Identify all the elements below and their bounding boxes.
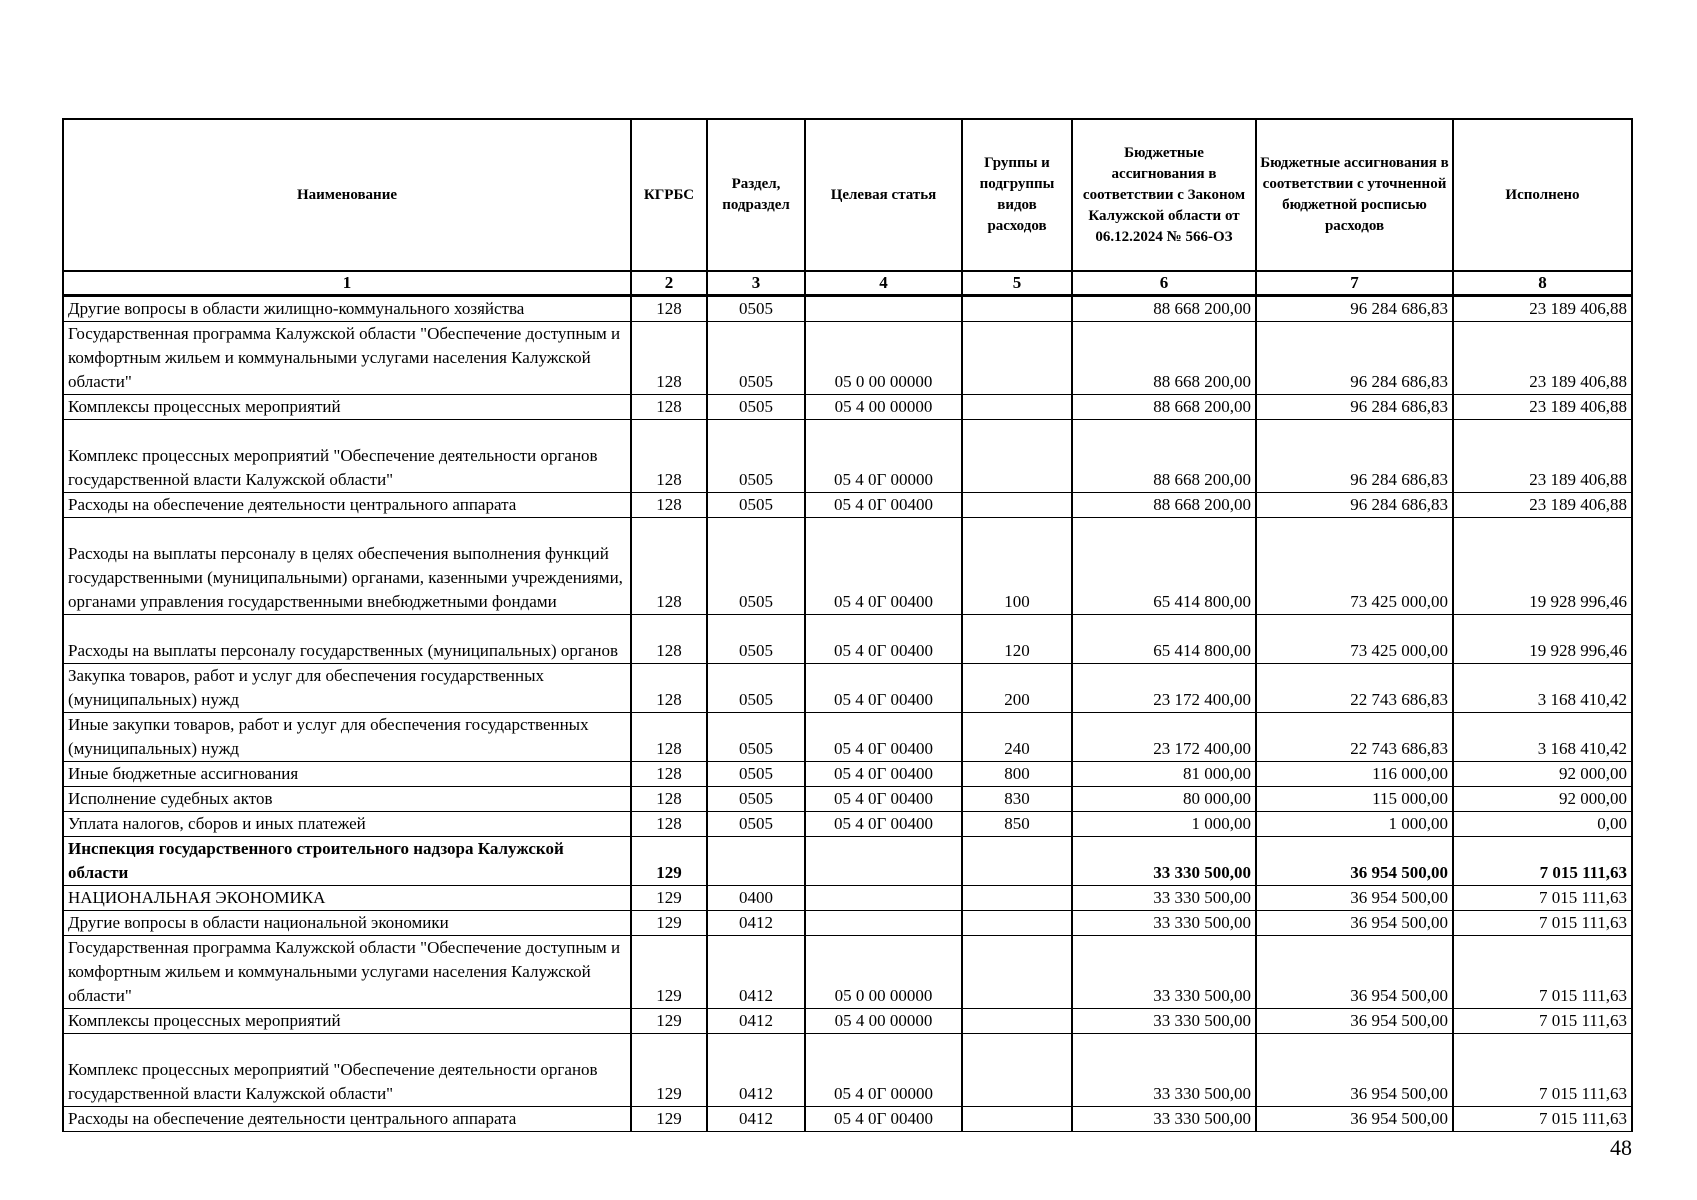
- cell-target: 05 4 0Г 00400: [805, 713, 962, 762]
- cell-kgrbs: 128: [631, 420, 707, 493]
- cell-executed: 0,00: [1453, 812, 1632, 837]
- table-row: [63, 1107, 1632, 1132]
- cell-target: 05 4 0Г 00400: [805, 518, 962, 615]
- cell-executed: 23 189 406,88: [1453, 493, 1632, 518]
- cell-law-allocation: 23 172 400,00: [1072, 664, 1256, 713]
- header-group: Группы и подгруппы видов расходов: [962, 119, 1072, 271]
- cell-executed: 7 015 111,63: [1453, 886, 1632, 911]
- cell-section: 0412: [707, 1034, 805, 1107]
- table-row: [63, 420, 1632, 493]
- column-number: 6: [1072, 271, 1256, 296]
- column-number: 7: [1256, 271, 1453, 296]
- cell-group: [962, 322, 1072, 395]
- column-number: 4: [805, 271, 962, 296]
- cell-refined-allocation: 36 954 500,00: [1256, 886, 1453, 911]
- cell-target: 05 4 00 00000: [805, 395, 962, 420]
- cell-name: Уплата налогов, сборов и иных платежей: [63, 812, 631, 837]
- cell-law-allocation: 33 330 500,00: [1072, 911, 1256, 936]
- header-law-allocation: Бюджетные ассигнования в соответствии с Законом Калужской области от 06.12.2024 № 566-ОЗ: [1072, 119, 1256, 271]
- cell-refined-allocation: 96 284 686,83: [1256, 420, 1453, 493]
- cell-executed: 3 168 410,42: [1453, 713, 1632, 762]
- cell-kgrbs: 129: [631, 1107, 707, 1132]
- cell-section: 0412: [707, 911, 805, 936]
- column-number: 1: [63, 271, 631, 296]
- cell-target: 05 4 0Г 00400: [805, 615, 962, 664]
- cell-name: Расходы на обеспечение деятельности центрального аппарата: [63, 1107, 631, 1132]
- cell-kgrbs: 129: [631, 1009, 707, 1034]
- cell-law-allocation: 33 330 500,00: [1072, 1009, 1256, 1034]
- table-row: [63, 911, 1632, 936]
- cell-group: 830: [962, 787, 1072, 812]
- cell-kgrbs: 129: [631, 886, 707, 911]
- table-row: [63, 787, 1632, 812]
- cell-section: 0505: [707, 296, 805, 322]
- table-row: [63, 1009, 1632, 1034]
- cell-refined-allocation: 36 954 500,00: [1256, 911, 1453, 936]
- cell-executed: 19 928 996,46: [1453, 615, 1632, 664]
- cell-group: [962, 886, 1072, 911]
- cell-name: Расходы на обеспечение деятельности центрального аппарата: [63, 493, 631, 518]
- cell-kgrbs: 129: [631, 911, 707, 936]
- cell-refined-allocation: 96 284 686,83: [1256, 493, 1453, 518]
- cell-kgrbs: 128: [631, 395, 707, 420]
- table-row: [63, 518, 1632, 615]
- cell-group: 120: [962, 615, 1072, 664]
- cell-name: Исполнение судебных актов: [63, 787, 631, 812]
- cell-group: [962, 1009, 1072, 1034]
- cell-name: Расходы на выплаты персоналу в целях обеспечения выполнения функций государственными (муниципальными) органами, казенными учреждениями, органами управления государственными внебюджетными фондами: [63, 518, 631, 615]
- cell-refined-allocation: 1 000,00: [1256, 812, 1453, 837]
- cell-group: [962, 1034, 1072, 1107]
- cell-target: 05 4 0Г 00400: [805, 787, 962, 812]
- cell-target: [805, 911, 962, 936]
- cell-name: Закупка товаров, работ и услуг для обеспечения государственных (муниципальных) нужд: [63, 664, 631, 713]
- table-row: [63, 664, 1632, 713]
- cell-law-allocation: 65 414 800,00: [1072, 518, 1256, 615]
- cell-group: 800: [962, 762, 1072, 787]
- cell-law-allocation: 88 668 200,00: [1072, 420, 1256, 493]
- cell-target: [805, 837, 962, 886]
- cell-section: 0505: [707, 615, 805, 664]
- cell-kgrbs: 129: [631, 1034, 707, 1107]
- cell-law-allocation: 88 668 200,00: [1072, 493, 1256, 518]
- table-row: [63, 762, 1632, 787]
- column-numbers-row: [63, 271, 1632, 296]
- cell-section: 0505: [707, 762, 805, 787]
- cell-target: 05 4 00 00000: [805, 1009, 962, 1034]
- cell-name: Комплекс процессных мероприятий "Обеспечение деятельности органов государственной власти Калужской области": [63, 1034, 631, 1107]
- cell-kgrbs: 128: [631, 322, 707, 395]
- cell-section: 0505: [707, 493, 805, 518]
- table-row: [63, 837, 1632, 886]
- cell-refined-allocation: 36 954 500,00: [1256, 837, 1453, 886]
- cell-kgrbs: 128: [631, 762, 707, 787]
- cell-group: 240: [962, 713, 1072, 762]
- cell-group: [962, 395, 1072, 420]
- cell-law-allocation: 33 330 500,00: [1072, 1034, 1256, 1107]
- cell-section: [707, 837, 805, 886]
- cell-section: 0412: [707, 1107, 805, 1132]
- cell-refined-allocation: 22 743 686,83: [1256, 713, 1453, 762]
- cell-executed: 23 189 406,88: [1453, 296, 1632, 322]
- table-header: [63, 119, 1632, 296]
- cell-executed: 23 189 406,88: [1453, 395, 1632, 420]
- cell-kgrbs: 129: [631, 936, 707, 1009]
- cell-name: Государственная программа Калужской области "Обеспечение доступным и комфортным жильем и коммунальными услугами населения Калужской области": [63, 322, 631, 395]
- cell-group: [962, 936, 1072, 1009]
- cell-executed: 23 189 406,88: [1453, 420, 1632, 493]
- cell-kgrbs: 128: [631, 713, 707, 762]
- header-name: Наименование: [63, 119, 631, 271]
- cell-executed: 7 015 111,63: [1453, 1034, 1632, 1107]
- cell-refined-allocation: 22 743 686,83: [1256, 664, 1453, 713]
- table-row: [63, 322, 1632, 395]
- table-row: [63, 296, 1632, 322]
- cell-section: 0505: [707, 664, 805, 713]
- cell-executed: 7 015 111,63: [1453, 936, 1632, 1009]
- cell-section: 0505: [707, 812, 805, 837]
- cell-refined-allocation: 36 954 500,00: [1256, 1034, 1453, 1107]
- cell-law-allocation: 80 000,00: [1072, 787, 1256, 812]
- header-kgrbs: КГРБС: [631, 119, 707, 271]
- cell-refined-allocation: 36 954 500,00: [1256, 936, 1453, 1009]
- cell-refined-allocation: 36 954 500,00: [1256, 1107, 1453, 1132]
- table-row: [63, 886, 1632, 911]
- cell-law-allocation: 88 668 200,00: [1072, 296, 1256, 322]
- cell-kgrbs: 128: [631, 812, 707, 837]
- cell-group: 100: [962, 518, 1072, 615]
- table-row: [63, 615, 1632, 664]
- cell-name: Расходы на выплаты персоналу государственных (муниципальных) органов: [63, 615, 631, 664]
- cell-refined-allocation: 116 000,00: [1256, 762, 1453, 787]
- cell-refined-allocation: 96 284 686,83: [1256, 322, 1453, 395]
- cell-executed: 7 015 111,63: [1453, 1009, 1632, 1034]
- cell-kgrbs: 129: [631, 837, 707, 886]
- cell-refined-allocation: 96 284 686,83: [1256, 395, 1453, 420]
- table-row: [63, 936, 1632, 1009]
- cell-target: 05 0 00 00000: [805, 322, 962, 395]
- cell-kgrbs: 128: [631, 518, 707, 615]
- cell-group: [962, 296, 1072, 322]
- cell-executed: 19 928 996,46: [1453, 518, 1632, 615]
- table-row: [63, 713, 1632, 762]
- cell-kgrbs: 128: [631, 664, 707, 713]
- header-executed: Исполнено: [1453, 119, 1632, 271]
- cell-target: 05 4 0Г 00400: [805, 812, 962, 837]
- cell-law-allocation: 1 000,00: [1072, 812, 1256, 837]
- cell-kgrbs: 128: [631, 787, 707, 812]
- cell-name: Иные закупки товаров, работ и услуг для обеспечения государственных (муниципальных) нужд: [63, 713, 631, 762]
- cell-refined-allocation: 96 284 686,83: [1256, 296, 1453, 322]
- cell-law-allocation: 33 330 500,00: [1072, 886, 1256, 911]
- cell-law-allocation: 81 000,00: [1072, 762, 1256, 787]
- cell-law-allocation: 88 668 200,00: [1072, 322, 1256, 395]
- cell-group: 200: [962, 664, 1072, 713]
- cell-executed: 7 015 111,63: [1453, 837, 1632, 886]
- table-row: [63, 812, 1632, 837]
- cell-target: [805, 886, 962, 911]
- cell-kgrbs: 128: [631, 493, 707, 518]
- cell-name: НАЦИОНАЛЬНАЯ ЭКОНОМИКА: [63, 886, 631, 911]
- cell-law-allocation: 23 172 400,00: [1072, 713, 1256, 762]
- cell-group: [962, 493, 1072, 518]
- cell-executed: 92 000,00: [1453, 762, 1632, 787]
- cell-group: [962, 420, 1072, 493]
- cell-section: 0505: [707, 322, 805, 395]
- table-row: [63, 1034, 1632, 1107]
- cell-section: 0412: [707, 1009, 805, 1034]
- cell-law-allocation: 65 414 800,00: [1072, 615, 1256, 664]
- cell-section: 0505: [707, 420, 805, 493]
- cell-executed: 92 000,00: [1453, 787, 1632, 812]
- budget-table: [62, 118, 1633, 1132]
- column-number: 2: [631, 271, 707, 296]
- cell-group: [962, 1107, 1072, 1132]
- page-number: 48: [1610, 1135, 1632, 1160]
- cell-executed: 23 189 406,88: [1453, 322, 1632, 395]
- cell-name: Иные бюджетные ассигнования: [63, 762, 631, 787]
- cell-target: 05 4 0Г 00400: [805, 762, 962, 787]
- cell-name: Комплекс процессных мероприятий "Обеспечение деятельности органов государственной власти Калужской области": [63, 420, 631, 493]
- cell-target: 05 4 0Г 00000: [805, 1034, 962, 1107]
- cell-name: Государственная программа Калужской области "Обеспечение доступным и комфортным жильем и коммунальными услугами населения Калужской области": [63, 936, 631, 1009]
- cell-target: 05 4 0Г 00400: [805, 664, 962, 713]
- cell-name: Другие вопросы в области национальной экономики: [63, 911, 631, 936]
- cell-target: 05 0 00 00000: [805, 936, 962, 1009]
- cell-law-allocation: 88 668 200,00: [1072, 395, 1256, 420]
- header-target: Целевая статья: [805, 119, 962, 271]
- cell-name: Комплексы процессных мероприятий: [63, 1009, 631, 1034]
- column-number: 5: [962, 271, 1072, 296]
- cell-target: 05 4 0Г 00000: [805, 420, 962, 493]
- table-row: [63, 493, 1632, 518]
- header-refined-allocation: Бюджетные ассигнования в соответствии с уточненной бюджетной росписью расходов: [1256, 119, 1453, 271]
- table-row: [63, 395, 1632, 420]
- cell-group: [962, 837, 1072, 886]
- cell-executed: 3 168 410,42: [1453, 664, 1632, 713]
- cell-group: 850: [962, 812, 1072, 837]
- cell-kgrbs: 128: [631, 615, 707, 664]
- cell-executed: 7 015 111,63: [1453, 911, 1632, 936]
- cell-refined-allocation: 73 425 000,00: [1256, 518, 1453, 615]
- table-body: [63, 296, 1632, 1132]
- cell-section: 0505: [707, 713, 805, 762]
- cell-section: 0505: [707, 395, 805, 420]
- cell-section: 0505: [707, 787, 805, 812]
- cell-name: Другие вопросы в области жилищно-коммунального хозяйства: [63, 296, 631, 322]
- cell-refined-allocation: 115 000,00: [1256, 787, 1453, 812]
- header-section: Раздел, подраздел: [707, 119, 805, 271]
- cell-name: Комплексы процессных мероприятий: [63, 395, 631, 420]
- cell-refined-allocation: 73 425 000,00: [1256, 615, 1453, 664]
- cell-law-allocation: 33 330 500,00: [1072, 936, 1256, 1009]
- cell-target: 05 4 0Г 00400: [805, 1107, 962, 1132]
- cell-target: 05 4 0Г 00400: [805, 493, 962, 518]
- cell-group: [962, 911, 1072, 936]
- cell-executed: 7 015 111,63: [1453, 1107, 1632, 1132]
- cell-section: 0412: [707, 936, 805, 1009]
- cell-law-allocation: 33 330 500,00: [1072, 1107, 1256, 1132]
- cell-section: 0505: [707, 518, 805, 615]
- column-number: 8: [1453, 271, 1632, 296]
- cell-name: Инспекция государственного строительного надзора Калужской области: [63, 837, 631, 886]
- cell-law-allocation: 33 330 500,00: [1072, 837, 1256, 886]
- cell-refined-allocation: 36 954 500,00: [1256, 1009, 1453, 1034]
- cell-target: [805, 296, 962, 322]
- column-number: 3: [707, 271, 805, 296]
- cell-kgrbs: 128: [631, 296, 707, 322]
- cell-section: 0400: [707, 886, 805, 911]
